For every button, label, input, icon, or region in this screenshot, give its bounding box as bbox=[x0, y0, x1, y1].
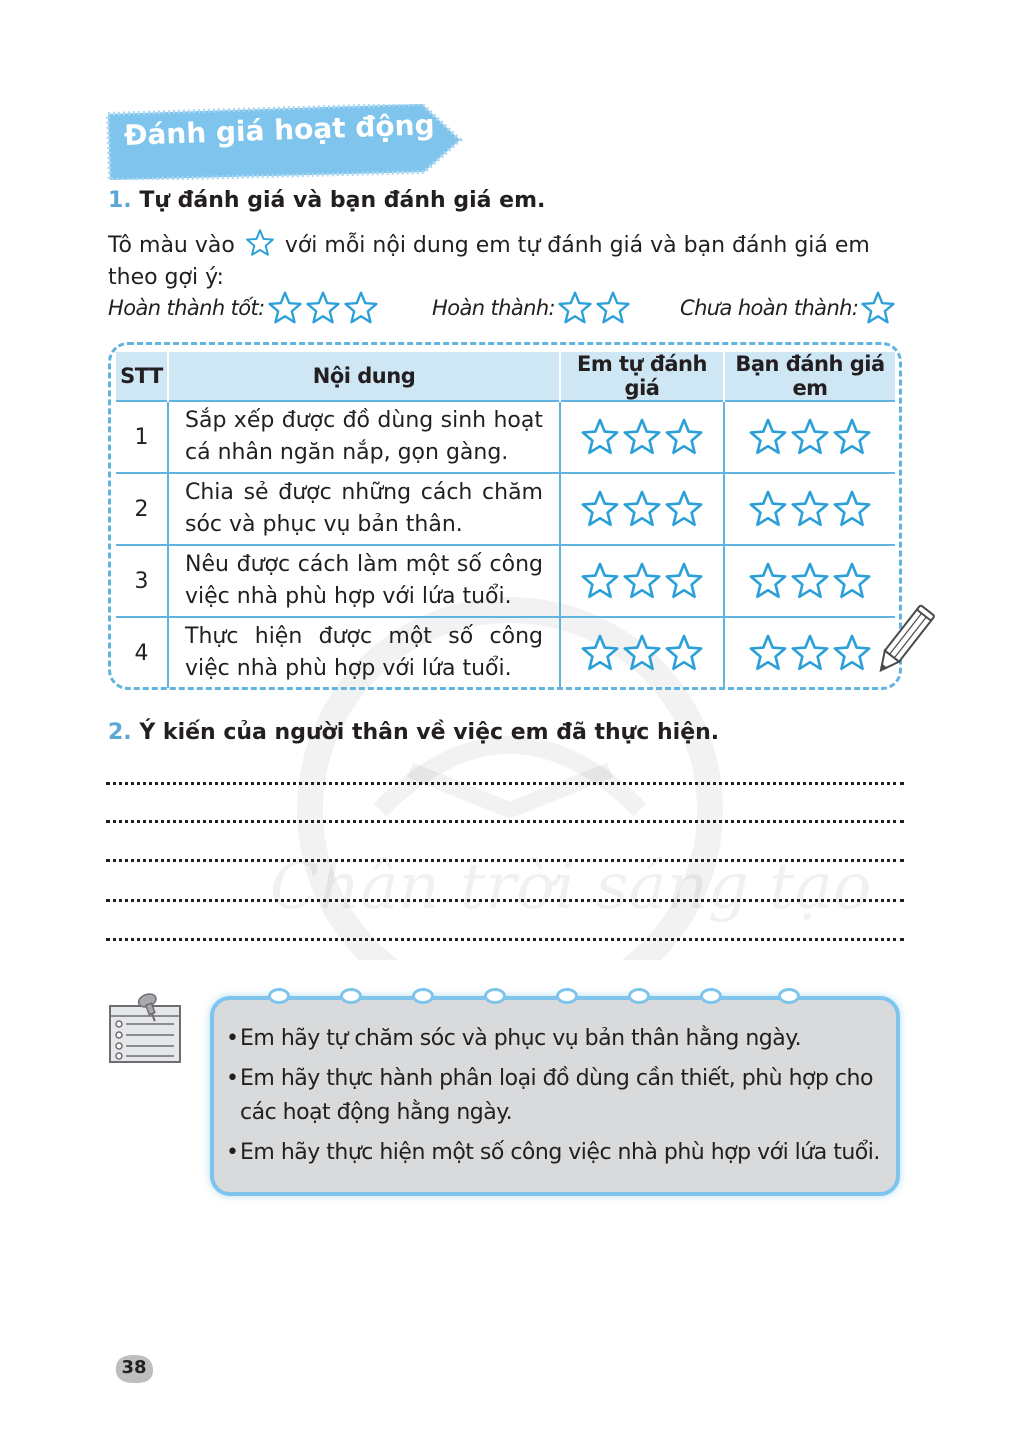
star-icon[interactable] bbox=[748, 561, 788, 601]
row-stt: 4 bbox=[116, 617, 168, 688]
star-icon[interactable] bbox=[580, 633, 620, 673]
note-item: • Em hãy thực hành phân loại đồ dùng cần thiết, phù hợp cho các hoạt động hằng ngày. bbox=[226, 1062, 886, 1130]
self-eval-stars bbox=[560, 401, 724, 473]
star-icon[interactable] bbox=[622, 561, 662, 601]
star-icon[interactable] bbox=[748, 633, 788, 673]
star-icon[interactable] bbox=[580, 561, 620, 601]
star-icon[interactable] bbox=[790, 633, 830, 673]
answer-line[interactable] bbox=[106, 782, 904, 785]
section-title: Đánh giá hoạt động bbox=[123, 108, 436, 152]
star-icon bbox=[267, 290, 303, 326]
star-icon[interactable] bbox=[790, 561, 830, 601]
instruction-after: với mỗi nội dung em tự đánh giá và bạn đánh giá em theo gợi ý: bbox=[108, 233, 870, 290]
answer-line[interactable] bbox=[106, 938, 904, 941]
friend-eval-stars bbox=[724, 473, 895, 545]
question-1-number: 1. bbox=[108, 188, 132, 213]
star-icon[interactable] bbox=[790, 417, 830, 457]
notebook-ring bbox=[556, 988, 578, 1004]
star-icon[interactable] bbox=[748, 417, 788, 457]
star-icon bbox=[860, 290, 896, 326]
header-content: Nội dung bbox=[168, 352, 560, 401]
row-content: Thực hiện được một số công việc nhà phù hợp với lứa tuổi. bbox=[168, 617, 560, 688]
star-icon bbox=[305, 290, 341, 326]
star-icon[interactable] bbox=[832, 633, 872, 673]
header-self-eval: Em tự đánh giá bbox=[560, 352, 724, 401]
header-stt: STT bbox=[116, 352, 168, 401]
star-icon[interactable] bbox=[664, 561, 704, 601]
friend-eval-stars bbox=[724, 401, 895, 473]
star-icon bbox=[595, 290, 631, 326]
self-eval-stars bbox=[560, 545, 724, 617]
star-icon bbox=[557, 290, 593, 326]
row-content: Chia sẻ được những cách chăm sóc và phục vụ bản thân. bbox=[168, 473, 560, 545]
answer-line[interactable] bbox=[106, 820, 904, 823]
star-icon[interactable] bbox=[832, 489, 872, 529]
answer-line[interactable] bbox=[106, 899, 904, 902]
star-icon[interactable] bbox=[622, 489, 662, 529]
table-row bbox=[116, 545, 895, 617]
table-row bbox=[116, 401, 895, 473]
legend-label: Hoàn thành: bbox=[432, 296, 555, 320]
answer-line[interactable] bbox=[106, 859, 904, 862]
notebook-ring bbox=[484, 988, 506, 1004]
question-2-heading bbox=[108, 720, 719, 745]
header-friend-eval: Bạn đánh giá em bbox=[724, 352, 895, 401]
notes-list bbox=[226, 1022, 886, 1176]
question-1-title: Tự đánh giá và bạn đánh giá em. bbox=[139, 188, 546, 213]
notebook-ring bbox=[340, 988, 362, 1004]
legend-complete bbox=[432, 290, 633, 326]
page-number: 38 bbox=[121, 1357, 147, 1378]
watermark-text: Chân trời sáng tạo bbox=[270, 850, 872, 924]
notebook-ring bbox=[412, 988, 434, 1004]
note-item: • Em hãy thực hiện một số công việc nhà phù hợp với lứa tuổi. bbox=[226, 1136, 886, 1170]
notebook-ring bbox=[700, 988, 722, 1004]
row-stt: 2 bbox=[116, 473, 168, 545]
star-icon bbox=[245, 228, 275, 258]
legend-label: Hoàn thành tốt: bbox=[108, 296, 265, 320]
notepad-pin-icon bbox=[106, 992, 184, 1066]
star-icon[interactable] bbox=[832, 561, 872, 601]
instruction-text bbox=[108, 228, 903, 294]
row-stt: 1 bbox=[116, 401, 168, 473]
table-header-row bbox=[116, 352, 895, 401]
star-icon[interactable] bbox=[580, 489, 620, 529]
star-icon[interactable] bbox=[790, 489, 830, 529]
legend-incomplete bbox=[680, 290, 898, 326]
evaluation-table bbox=[116, 352, 895, 688]
pencil-icon bbox=[868, 600, 938, 684]
row-content: Sắp xếp được đồ dùng sinh hoạt cá nhân ngăn nắp, gọn gàng. bbox=[168, 401, 560, 473]
legend-label: Chưa hoàn thành: bbox=[680, 296, 859, 320]
star-icon bbox=[343, 290, 379, 326]
table-row bbox=[116, 617, 895, 688]
star-icon[interactable] bbox=[622, 633, 662, 673]
star-icon[interactable] bbox=[748, 489, 788, 529]
star-icon[interactable] bbox=[664, 489, 704, 529]
table-row bbox=[116, 473, 895, 545]
self-eval-stars bbox=[560, 617, 724, 688]
instruction-before: Tô màu vào bbox=[108, 233, 235, 258]
row-stt: 3 bbox=[116, 545, 168, 617]
star-icon[interactable] bbox=[580, 417, 620, 457]
star-icon[interactable] bbox=[832, 417, 872, 457]
star-icon[interactable] bbox=[664, 417, 704, 457]
star-icon[interactable] bbox=[622, 417, 662, 457]
question-2-number: 2. bbox=[108, 720, 132, 745]
self-eval-stars bbox=[560, 473, 724, 545]
row-content: Nêu được cách làm một số công việc nhà phù hợp với lứa tuổi. bbox=[168, 545, 560, 617]
question-2-title: Ý kiến của người thân về việc em đã thực hiện. bbox=[139, 720, 720, 745]
notebook-ring bbox=[778, 988, 800, 1004]
notebook-ring bbox=[268, 988, 290, 1004]
note-item: • Em hãy tự chăm sóc và phục vụ bản thân hằng ngày. bbox=[226, 1022, 886, 1056]
star-icon[interactable] bbox=[664, 633, 704, 673]
notebook-ring bbox=[628, 988, 650, 1004]
legend-excellent bbox=[108, 290, 381, 326]
question-1-heading bbox=[108, 188, 545, 213]
